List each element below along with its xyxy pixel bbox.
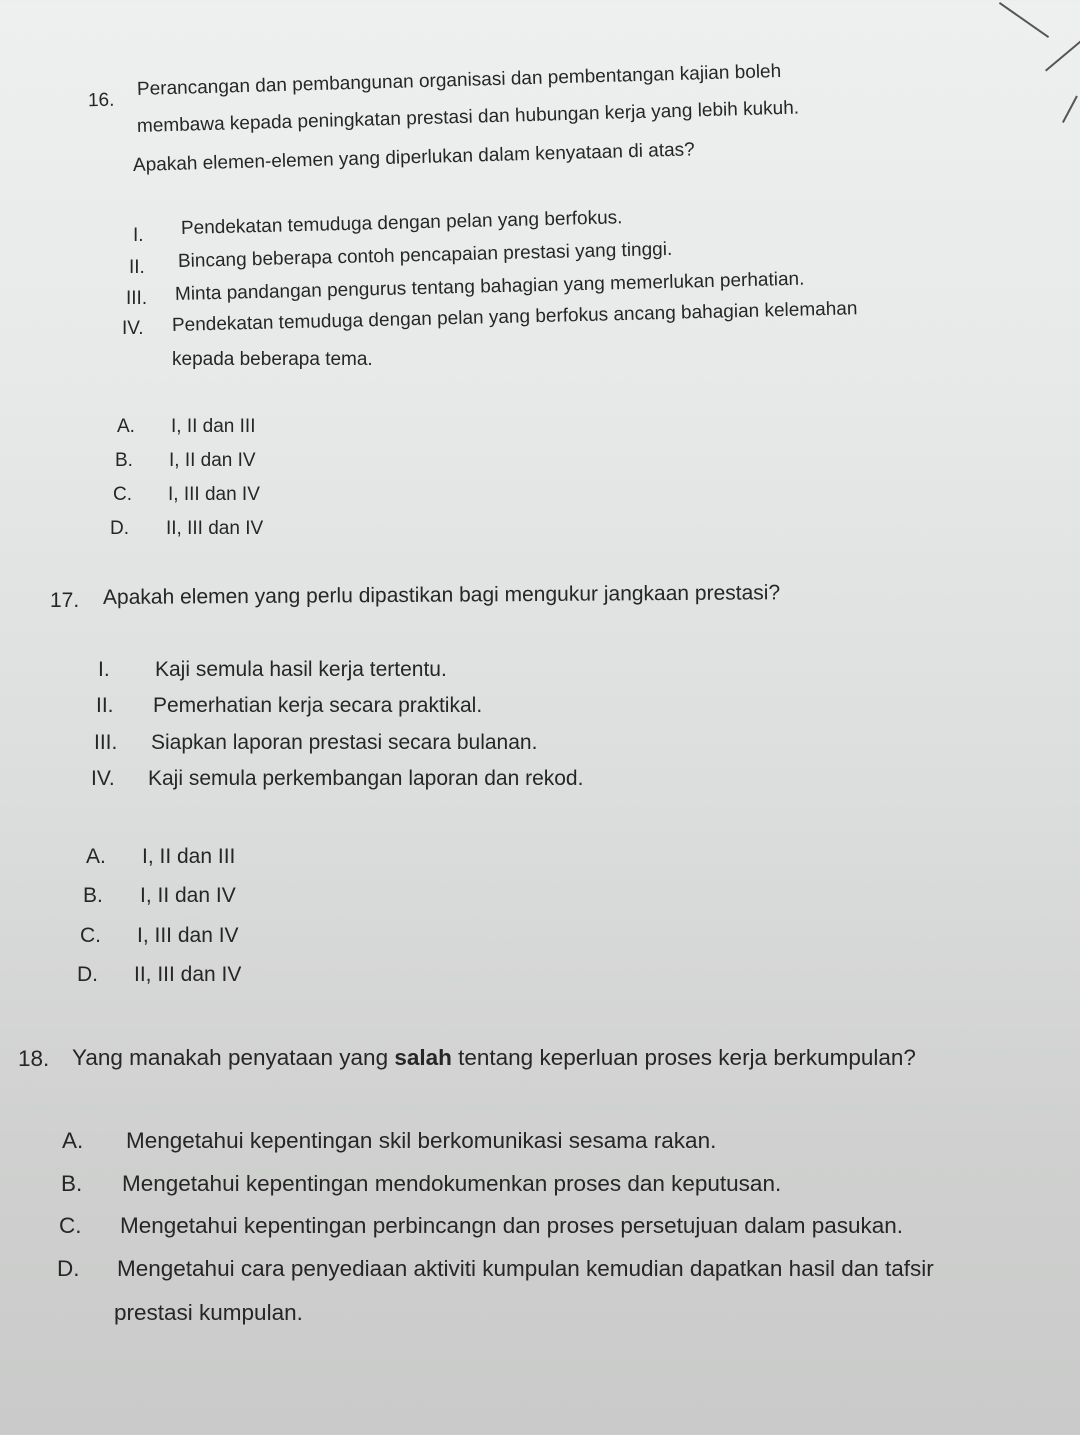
- option-letter: A.: [62, 1128, 84, 1153]
- option-letter: B.: [83, 884, 103, 907]
- question-stem-after: tentang keperluan proses kerja berkumpulan?: [451, 1045, 916, 1070]
- question-number: 17.: [50, 589, 80, 612]
- option-letter: C.: [80, 924, 101, 947]
- option-letter: D.: [57, 1256, 80, 1281]
- statement-continuation: kepada beberapa tema.: [172, 349, 373, 370]
- question-number: 18.: [18, 1046, 50, 1071]
- statement-numeral: III.: [94, 731, 118, 754]
- option-text: I, III dan IV: [168, 484, 260, 505]
- pen-mark-1: [999, 2, 1049, 38]
- option-text: I, III dan IV: [137, 924, 239, 947]
- option-text: I, II dan IV: [140, 884, 236, 907]
- question-number: 16.: [87, 89, 115, 112]
- question-stem-line-3: Apakah elemen-elemen yang diperlukan dalam kenyataan di atas?: [132, 139, 695, 176]
- statement-text: Bincang beberapa contoh pencapaian prestasi yang tinggi.: [177, 238, 673, 272]
- statement-numeral: I.: [133, 225, 144, 246]
- statement-text: Kaji semula perkembangan laporan dan rekod.: [148, 767, 584, 790]
- option-text: Mengetahui kepentingan skil berkomunikasi sesama rakan.: [126, 1128, 717, 1153]
- option-text: I, II dan III: [171, 416, 256, 437]
- question-stem: [72, 1047, 916, 1070]
- statement-numeral: III.: [126, 288, 148, 309]
- option-text: Mengetahui kepentingan perbincangn dan proses persetujuan dalam pasukan.: [120, 1213, 904, 1238]
- statement-text: Kaji semula hasil kerja tertentu.: [155, 658, 447, 681]
- statement-numeral: IV.: [122, 318, 144, 339]
- statement-numeral: II.: [96, 694, 114, 717]
- question-stem-emphasis: salah: [394, 1045, 452, 1070]
- pen-mark-2: [1045, 38, 1080, 71]
- option-letter: C.: [113, 484, 132, 505]
- option-text: Mengetahui kepentingan mendokumenkan proses dan keputusan.: [122, 1171, 782, 1196]
- question-stem-line-1: Perancangan dan pembangunan organisasi dan pembentangan kajian boleh: [136, 61, 782, 100]
- option-letter: B.: [61, 1171, 83, 1196]
- option-letter: A.: [86, 845, 106, 868]
- option-text: II, III dan IV: [134, 963, 242, 986]
- option-letter: B.: [115, 450, 133, 471]
- option-letter: C.: [59, 1213, 82, 1238]
- option-letter: D.: [77, 963, 98, 986]
- statement-text: Pendekatan temuduga dengan pelan yang berfokus ancang bahagian kelemahan: [171, 298, 858, 336]
- statement-text: Pemerhatian kerja secara praktikal.: [153, 694, 483, 717]
- statement-text: Pendekatan temuduga dengan pelan yang berfokus.: [180, 207, 623, 239]
- option-text: II, III dan IV: [166, 518, 264, 539]
- question-stem-before: Yang manakah penyataan yang: [72, 1045, 395, 1070]
- option-letter: A.: [117, 416, 135, 437]
- option-letter: D.: [110, 518, 129, 539]
- statement-numeral: II.: [129, 257, 145, 278]
- statement-text: Siapkan laporan prestasi secara bulanan.: [151, 731, 538, 754]
- option-text: Mengetahui cara penyediaan aktiviti kumpulan kemudian dapatkan hasil dan tafsir: [117, 1256, 934, 1281]
- pen-mark-3: [1062, 96, 1077, 123]
- option-continuation: prestasi kumpulan.: [114, 1300, 303, 1325]
- option-text: I, II dan IV: [169, 450, 256, 471]
- statement-text: Minta pandangan pengurus tentang bahagian yang memerlukan perhatian.: [174, 268, 805, 305]
- question-stem-line-2: membawa kepada peningkatan prestasi dan hubungan kerja yang lebih kukuh.: [136, 97, 800, 137]
- question-stem: Apakah elemen yang perlu dipastikan bagi mengukur jangkaan prestasi?: [102, 581, 781, 609]
- statement-numeral: I.: [98, 658, 110, 681]
- statement-numeral: IV.: [91, 767, 115, 790]
- option-text: I, II dan III: [142, 845, 236, 868]
